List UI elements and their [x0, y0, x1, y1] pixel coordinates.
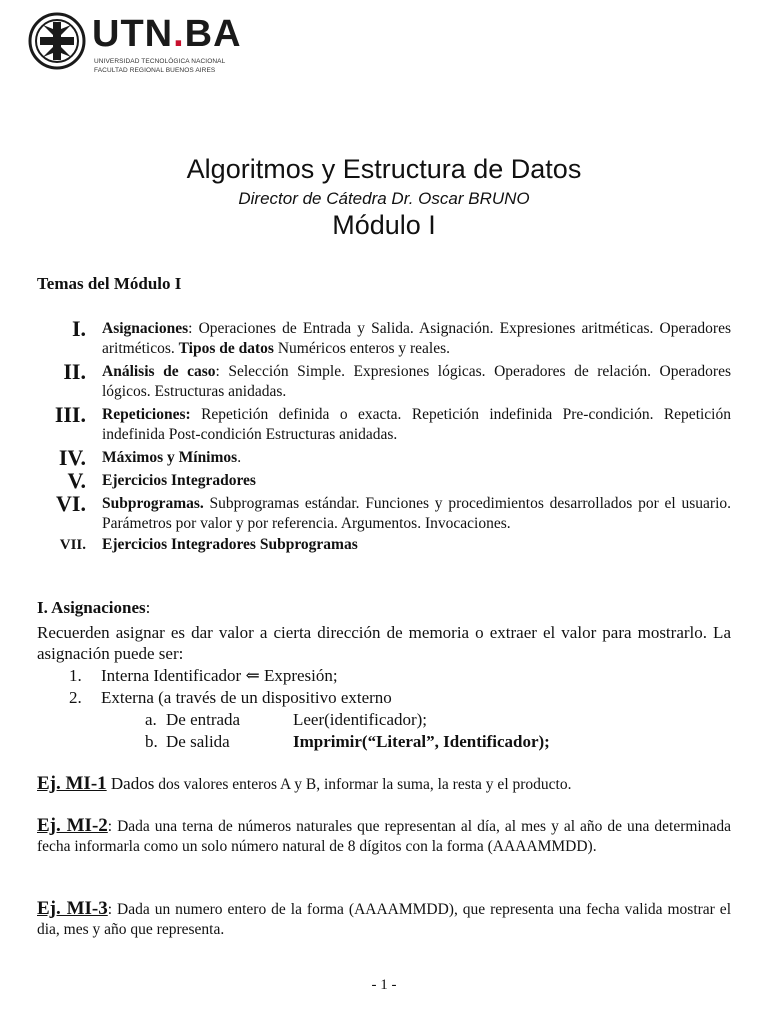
topics-heading: Temas del Módulo I [37, 274, 182, 293]
document-title: Algoritmos y Estructura de Datos [186, 154, 582, 184]
topic-number: II. [63, 359, 86, 384]
topic-body: Análisis de caso: Selección Simple. Expresiones lógicas. Operadores de relación. Operadores lógicos. Estructuras anidadas. [102, 363, 731, 400]
logo-ba: BA [184, 13, 242, 55]
exercise: Ej. MI-1 Dados dos valores enteros A y B, informar la suma, la resta y el producto. [37, 773, 572, 794]
exercise-label: Ej. MI-2 [37, 815, 108, 836]
utn-emblem-icon [28, 12, 86, 70]
topic-number: VII. [59, 537, 86, 553]
logo-subtitle-1: UNIVERSIDAD TECNOLÓGICA NACIONAL [94, 58, 226, 65]
exercise-label: Ej. MI-3 [37, 898, 108, 919]
topic-body: Subprogramas. Subprogramas estándar. Funciones y procedimientos desarrollados por el usuario. Parámetros por valor y por referencia. Argumentos. Invocaciones. [102, 495, 731, 532]
topic-number: IV. [58, 445, 86, 470]
topic-body: Máximos y Mínimos. [102, 449, 242, 466]
topic-number: I. [71, 316, 86, 341]
sublist-value: Imprimir(“Literal”, Identificador); [293, 732, 550, 751]
topic-bold: Asignaciones [102, 320, 189, 337]
list-item: 1. [69, 666, 82, 685]
sublist-marker: b. [145, 732, 158, 751]
section-intro: Recuerden asignar es dar valor a cierta dirección de memoria o extraer el valor para mostrarlo. La asignación puede ser: [37, 623, 731, 663]
logo-wordmark [92, 14, 242, 54]
exercise: Ej. MI-2: Dada una terna de números naturales que representan al día, al mes y al año de una determinada fecha informarla como un solo número natural de 8 dígitos con la forma (AAAAMMDD). [37, 815, 731, 855]
list-item-text: Externa (a través de un dispositivo externo [101, 688, 392, 707]
sublist-label: De entrada [166, 710, 241, 729]
topic-body: Ejercicios Integradores Subprogramas [102, 536, 358, 553]
section-heading: I. Asignaciones: [37, 598, 151, 617]
director-line: Director de Cátedra Dr. Oscar BRUNO [238, 189, 530, 208]
exercise: Ej. MI-3: Dada un numero entero de la forma (AAAAMMDD), que representa una fecha valida mostrar el dia, mes y año que representa. [37, 898, 731, 938]
left-arrow-icon: ⇐ [245, 666, 260, 685]
topic-body: Asignaciones: Operaciones de Entrada y Salida. Asignación. Expresiones aritméticas. Operadores aritméticos. Tipos de datos Numéricos enteros y reales. [102, 320, 731, 357]
sublist-marker: a. [145, 710, 157, 729]
topic-body: Ejercicios Integradores [102, 472, 256, 489]
utn-ba-logo [28, 12, 288, 78]
topic-number: V. [67, 468, 86, 493]
list-item-text: Interna Identificador ⇐ Expresión; [101, 666, 338, 685]
logo-dot: . [173, 13, 185, 55]
list-item: 2. [69, 688, 82, 707]
module-title: Módulo I [332, 210, 436, 240]
topic-number: III. [54, 402, 86, 427]
logo-utn: UTN [92, 13, 174, 55]
exercise-label: Ej. MI-1 [37, 773, 107, 794]
topic-body: Repeticiones: Repetición definida o exacta. Repetición indefinida Pre-condición. Repetición indefinida Post-condición Estructuras anidadas. [102, 406, 731, 443]
topic-number: VI. [56, 491, 86, 516]
page-number: - 1 - [371, 977, 397, 993]
sublist-value: Leer(identificador); [293, 710, 428, 729]
sublist-label: De salida [166, 732, 230, 751]
logo-subtitle-2: FACULTAD REGIONAL BUENOS AIRES [94, 67, 216, 74]
